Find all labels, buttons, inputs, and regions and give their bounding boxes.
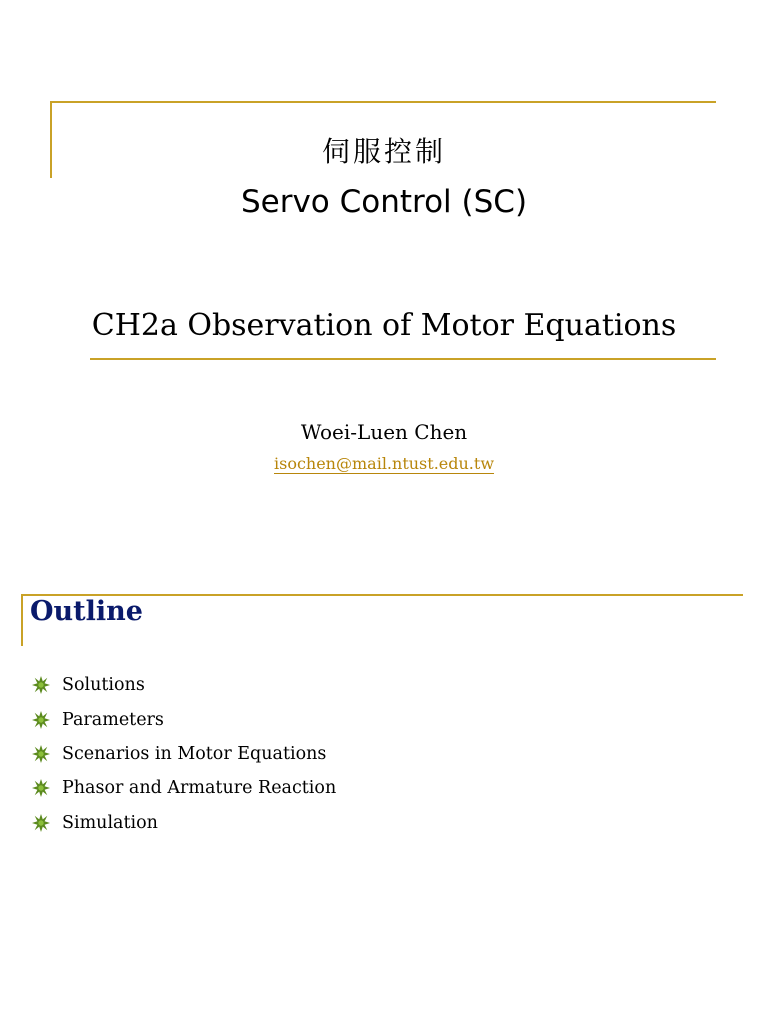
- list-item: [32, 806, 336, 840]
- green-starburst-icon: [32, 814, 50, 832]
- author-name: Woei-Luen Chen: [300, 420, 468, 444]
- outline-slide: [0, 560, 768, 1024]
- outline-heading: Outline: [30, 596, 143, 627]
- author-email-row: [0, 454, 768, 473]
- list-item: [32, 702, 336, 736]
- author-email-link[interactable]: isochen@mail.ntust.edu.tw: [273, 454, 495, 473]
- green-starburst-icon: [32, 676, 50, 694]
- outline-frame-left-line: [21, 594, 23, 646]
- green-starburst-icon: [32, 779, 50, 797]
- title-frame-top-line: [50, 101, 716, 103]
- chapter-subtitle: CH2a Observation of Motor Equations: [91, 308, 677, 343]
- subtitle-underline: [90, 358, 716, 360]
- list-item-label: Simulation: [62, 812, 158, 833]
- list-item-label: Scenarios in Motor Equations: [62, 743, 327, 764]
- green-starburst-icon: [32, 711, 50, 729]
- list-item-label: Solutions: [62, 675, 145, 696]
- outline-list: [32, 668, 336, 840]
- list-item: [32, 668, 336, 702]
- list-item: [32, 771, 336, 805]
- course-title-english: Servo Control (SC): [240, 184, 528, 220]
- course-title-chinese: 伺服控制: [321, 135, 446, 168]
- green-starburst-icon: [32, 745, 50, 763]
- list-item-label: Phasor and Armature Reaction: [62, 778, 337, 799]
- list-item-label: Parameters: [62, 709, 164, 730]
- list-item: [32, 737, 336, 771]
